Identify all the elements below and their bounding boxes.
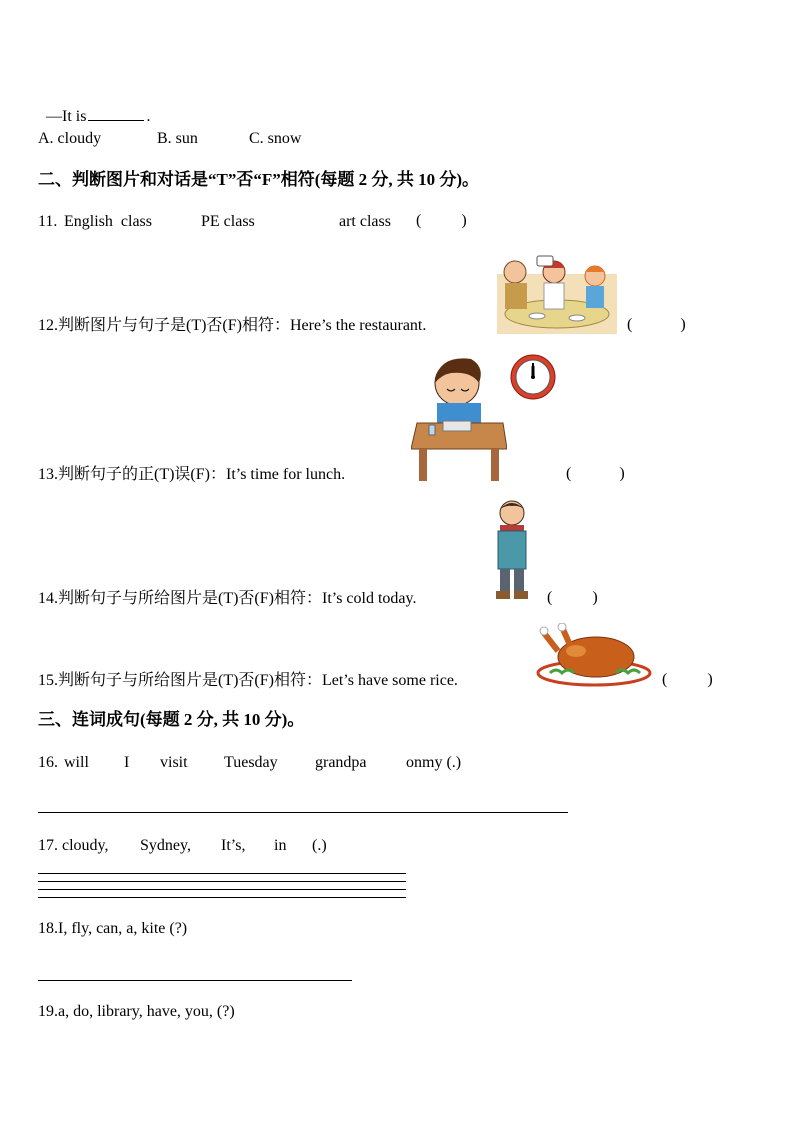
- q16-word-1: will: [64, 754, 89, 771]
- q17-word-3: It’s,: [221, 837, 246, 854]
- q14-answer-paren[interactable]: ( ): [547, 589, 598, 606]
- q11-item-english: English class: [64, 213, 152, 230]
- q17-answer-line-1[interactable]: [38, 873, 406, 874]
- q17-word-4: in: [274, 837, 287, 854]
- q15-text: 15.判断句子与所给图片是(T)否(F)相符：Let’s have some rice.: [38, 672, 458, 689]
- q19-text: 19.a, do, library, have, you, (?): [38, 1003, 235, 1020]
- q16-number: 16.: [38, 754, 58, 771]
- q17-number: 17.: [38, 837, 58, 854]
- q17-word-1: cloudy,: [62, 837, 109, 854]
- section3-title: 三、连词成句(每题 2 分, 共 10 分)。: [38, 710, 305, 729]
- roast-turkey-picture: [536, 623, 652, 689]
- q17-answer-line-4[interactable]: [38, 897, 406, 898]
- q14-text: 14.判断句子与所给图片是(T)否(F)相符：It’s cold today.: [38, 590, 417, 607]
- boy-eating-lunch-picture: [411, 353, 507, 483]
- q17-answer-line-3[interactable]: [38, 889, 406, 890]
- q11-item-pe: PE class: [201, 213, 255, 230]
- q16-answer-line[interactable]: [38, 812, 568, 813]
- q16-word-3: visit: [160, 754, 188, 771]
- q10-option-a[interactable]: A. cloudy: [38, 130, 102, 147]
- q16-word-6: onmy (.): [406, 754, 462, 771]
- cold-boy-picture: [488, 497, 536, 605]
- family-dinner-picture: [497, 254, 617, 334]
- q10-option-b[interactable]: B. sun: [157, 130, 198, 147]
- q11-item-art: art class: [339, 213, 391, 230]
- q15-answer-paren[interactable]: ( ): [662, 671, 713, 688]
- q16-word-5: grandpa: [315, 754, 367, 771]
- q18-answer-line[interactable]: [38, 980, 352, 981]
- q10-answer-suffix: .: [146, 108, 151, 125]
- q13-text: 13.判断句子的正(T)误(F)：It’s time for lunch.: [38, 466, 346, 483]
- q18-text: 18.I, fly, can, a, kite (?): [38, 920, 188, 937]
- q11-number: 11.: [38, 213, 58, 230]
- q11-answer-paren[interactable]: ( ): [416, 212, 467, 229]
- q17-answer-line-2[interactable]: [38, 881, 406, 882]
- q16-word-2: I: [124, 754, 130, 771]
- q10-answer-blank[interactable]: [88, 106, 144, 121]
- q17-word-2: Sydney,: [140, 837, 191, 854]
- q10-answer-prefix: —It is: [46, 108, 87, 125]
- q13-answer-paren[interactable]: ( ): [566, 465, 625, 482]
- section2-title: 二、判断图片和对话是“T”否“F”相符(每题 2 分, 共 10 分)。: [38, 170, 480, 189]
- q12-answer-paren[interactable]: ( ): [627, 316, 686, 333]
- q17-word-5: (.): [312, 837, 327, 854]
- q16-word-4: Tuesday: [224, 754, 278, 771]
- q12-text: 12.判断图片与句子是(T)否(F)相符：Here’s the restaurant.: [38, 317, 427, 334]
- q10-answer-line: [38, 90, 150, 125]
- clock-icon: [509, 353, 557, 401]
- q10-option-c[interactable]: C. snow: [249, 130, 302, 147]
